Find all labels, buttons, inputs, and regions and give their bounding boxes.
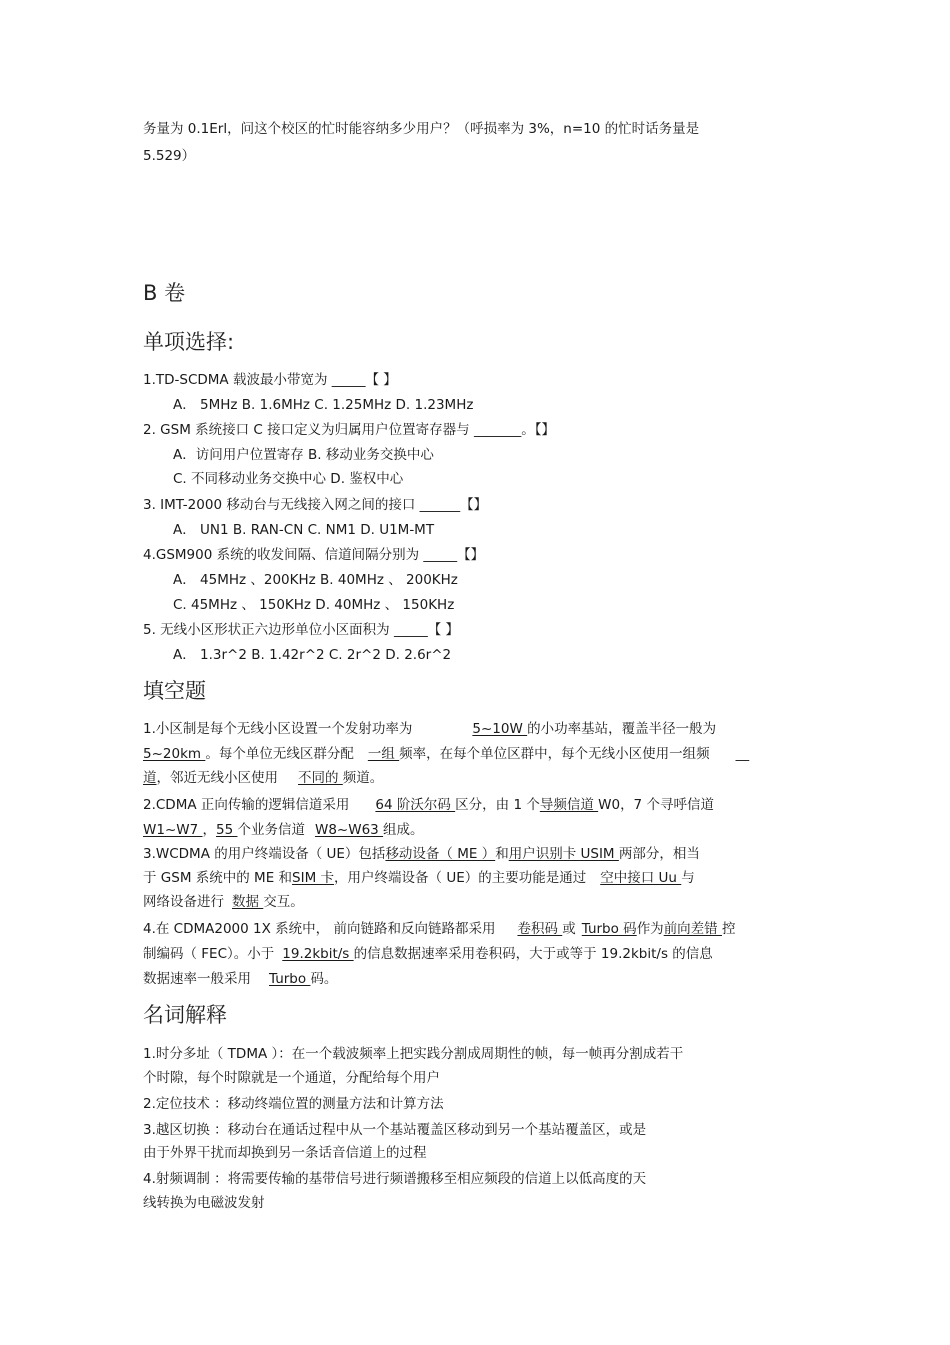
term-1-line-2: 个时隙，每个时隙就是一个通道，分配给每个用户 xyxy=(143,1070,440,1086)
term-3-line-2: 由于外界干扰而却换到另一条话音信道上的过程 xyxy=(143,1145,427,1161)
fill-3-answer-me: 移动设备（ ME ） xyxy=(385,846,496,862)
question-2: 2. GSM 系统接口 C 接口定义为归属用户位置寄存器与 _______。【】 xyxy=(143,422,555,438)
fill-2-answer-count: 55 xyxy=(215,822,238,838)
fill-4-answer-fec: 前向差错 xyxy=(663,921,722,937)
question-4-options-a: A． 45MHz 、200KHz B. 40MHz 、 200KHz xyxy=(173,572,458,588)
fill-4-line-1 xyxy=(143,920,735,938)
fill-3-line-1 xyxy=(143,845,700,863)
intro-line-2: 5.529） xyxy=(143,148,196,164)
fill-1-text-e: ，邻近无线小区使用 xyxy=(156,770,278,786)
fill-1-text-b: 的小功率基站，覆盖半径一般为 xyxy=(527,721,717,737)
fill-2-text-a: 2.CDMA 正向传输的逻辑信道采用 xyxy=(143,797,350,813)
fill-4-text-g: 数据速率一般采用 xyxy=(143,971,251,987)
fill-1-text-f: 频道。 xyxy=(342,770,384,786)
fill-1-line-3 xyxy=(143,769,383,787)
fill-blank-heading: 填空题 xyxy=(143,679,206,703)
question-2-options-a: A．访问用户位置寄存 B. 移动业务交换中心 xyxy=(173,447,434,463)
fill-2-text-b: 区分，由 1 个 xyxy=(455,797,540,813)
single-choice-heading: 单项选择: xyxy=(143,330,235,354)
fill-2-text-e: 个业务信道 xyxy=(237,822,305,838)
fill-3-line-3 xyxy=(143,893,304,911)
fill-1-answer-different: 不同的 xyxy=(298,770,343,786)
fill-4-text-f: 的信息数据速率采用卷积码，大于或等于 19.2kbit/s 的信息 xyxy=(353,946,713,962)
fill-3-text-d: 于 GSM 系统中的 ME 和 xyxy=(143,870,293,886)
term-2: 2.定位技术 ：移动终端位置的测量方法和计算方法 xyxy=(143,1096,444,1112)
terms-heading: 名词解释 xyxy=(143,1003,227,1027)
fill-3-answer-data: 数据 xyxy=(232,894,264,910)
question-5-options: A． 1.3r^2 B. 1.42r^2 C. 2r^2 D. 2.6r^2 xyxy=(173,647,452,663)
fill-1-line-2 xyxy=(143,745,749,763)
fill-4-text-a: 4.在 CDMA2000 1X 系统中， 前向链路和反向链路都采用 xyxy=(143,921,496,937)
fill-1-line-1 xyxy=(143,720,716,738)
fill-4-answer-turbo: Turbo 码 xyxy=(581,921,637,937)
fill-1-text-c: 。每个单位无线区群分配 xyxy=(205,746,354,762)
fill-3-text-f: 与 xyxy=(681,870,695,886)
fill-3-text-e: ，用户终端设备（ UE）的主要功能是通过 xyxy=(334,870,587,886)
fill-4-answer-rate: 19.2kbit/s xyxy=(282,946,354,962)
fill-3-text-c: 两部分，相当 xyxy=(618,846,700,862)
question-4-options-b: C. 45MHz 、 150KHz D. 40MHz 、 150KHz xyxy=(173,597,455,613)
question-3-options: A． UN1 B. RAN-CN C. NM1 D. U1M-MT xyxy=(173,522,435,538)
fill-1-answer-channel: 道 xyxy=(143,770,157,786)
fill-3-answer-usim: 用户识别卡 USIM xyxy=(508,846,619,862)
fill-2-text-d: ， xyxy=(202,822,216,838)
fill-2-answer-pilot: 导频信道 xyxy=(539,797,599,813)
fill-3-answer-uu: 空中接口 Uu xyxy=(600,870,682,886)
fill-4-answer-turbo-code: Turbo xyxy=(269,971,311,987)
fill-2-line-1 xyxy=(143,796,714,814)
fill-3-answer-sim: SIM 卡 xyxy=(292,870,335,886)
fill-3-text-b: 和 xyxy=(495,846,509,862)
fill-4-line-3 xyxy=(143,970,337,988)
fill-3-text-h: 交互。 xyxy=(263,894,304,910)
fill-1-answer-group: 一组 xyxy=(367,746,400,762)
question-4: 4.GSM900 系统的收发间隔、信道间隔分别为 _____【】 xyxy=(143,547,485,563)
fill-3-text-a: 3.WCDMA 的用户终端设备（ UE）包括 xyxy=(143,846,386,862)
question-2-options-b: C. 不同移动业务交换中心 D. 鉴权中心 xyxy=(173,471,404,487)
fill-4-answer-conv: 卷积码 xyxy=(517,921,563,937)
fill-2-line-2 xyxy=(143,821,424,839)
question-1-options: A． 5MHz B. 1.6MHz C. 1.25MHz D. 1.23MHz xyxy=(173,397,474,413)
intro-line-1: 务量为 0.1Erl，问这个校区的忙时能容纳多少用户？（呼损率为 3%，n=10 的忙时话务量是 xyxy=(143,121,700,137)
fill-2-answer-traffic: W8~W63 xyxy=(314,822,384,838)
fill-1-blank-mark: __ xyxy=(735,746,750,762)
term-4-line-1: 4.射频调制 ：将需要传输的基带信号进行频谱搬移至相应频段的信道上以低高度的天 xyxy=(143,1171,647,1187)
question-5: 5. 无线小区形状正六边形单位小区面积为 _____【 】 xyxy=(143,622,460,638)
fill-4-line-2 xyxy=(143,945,713,963)
fill-2-answer-walsh: 64 阶沃尔码 xyxy=(375,797,456,813)
fill-1-answer-radius: 5~20km xyxy=(143,746,206,762)
fill-4-text-d: 控 xyxy=(721,921,736,937)
term-4-line-2: 线转换为电磁波发射 xyxy=(143,1195,265,1211)
fill-2-text-c: W0，7 个寻呼信道 xyxy=(598,797,714,813)
fill-3-line-2 xyxy=(143,869,695,887)
fill-1-answer-power: 5~10W xyxy=(472,721,528,737)
question-1: 1.TD-SCDMA 载波最小带宽为 _____【 】 xyxy=(143,372,397,388)
fill-4-text-e: 制编码（ FEC）。小于 xyxy=(143,946,275,962)
fill-2-answer-paging: W1~W7 xyxy=(143,822,203,838)
term-3-line-1: 3.越区切换 ：移动台在通话过程中从一个基站覆盖区移动到另一个基站覆盖区，或是 xyxy=(143,1122,647,1138)
fill-1-text-d: 频率，在每个单位区群中，每个无线小区使用一组频 xyxy=(399,746,710,762)
fill-2-text-f: 组成。 xyxy=(383,822,424,838)
question-3: 3. IMT-2000 移动台与无线接入网之间的接口 ______【】 xyxy=(143,497,488,513)
fill-4-text-b: 或 xyxy=(562,921,576,937)
fill-3-text-g: 网络设备进行 xyxy=(143,894,224,910)
section-b-title: B 卷 xyxy=(143,281,186,305)
fill-4-text-c: 作为 xyxy=(636,921,664,937)
term-1-line-1: 1.时分多址（ TDMA ）：在一个载波频率上把实践分割成周期性的帧，每一帧再分割成若干 xyxy=(143,1046,684,1062)
fill-4-text-h: 码。 xyxy=(310,971,338,987)
fill-1-text-a: 1.小区制是每个无线小区设置一个发射功率为 xyxy=(143,721,413,737)
